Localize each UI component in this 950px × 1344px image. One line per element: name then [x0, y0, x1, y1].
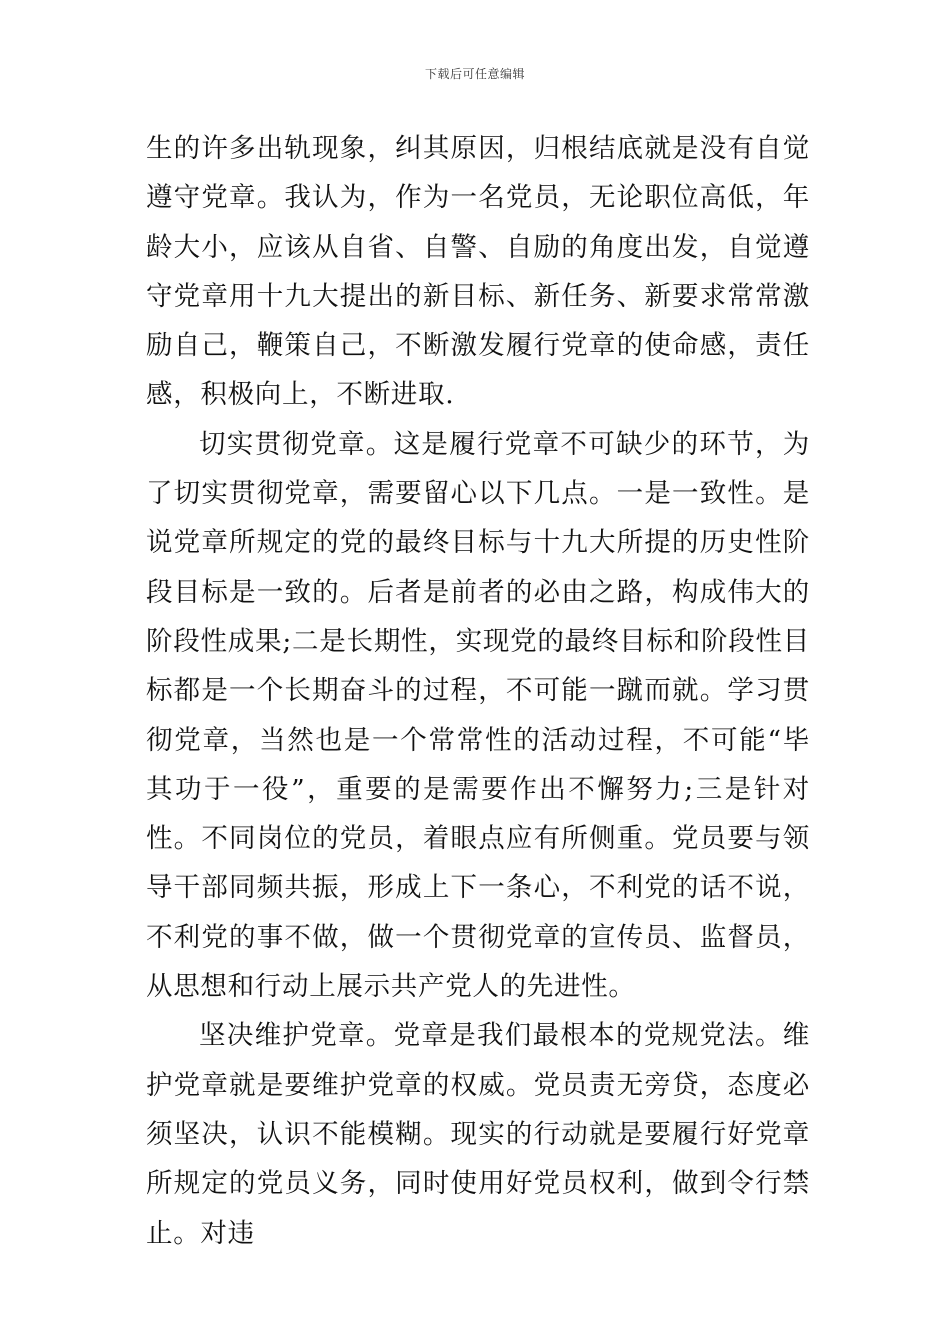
page-header-note: 下载后可任意编辑 — [424, 67, 525, 81]
document-body — [146, 124, 810, 1258]
paragraph-implement-charter: 切实贯彻党章。这是履行党章不可缺少的环节，为了切实贯彻党章，需要留心以下几点。一是一致性。是说党章所规定的党的最终目标与十九大所提的历史性阶段目标是一致的。后者是前者的必由之路，构成伟大的阶段性成果;二是长期性，实现党的最终目标和阶段性目标都是一个长期奋斗的过程，不可能一蹴而就。学习贯彻党章，当然也是一个常常性的活动过程，不可能“毕其功于一役”，重要的是需要作出不懈努力;三是针对性。不同岗位的党员，着眼点应有所侧重。党员要与领导干部同频共振，形成上下一条心，不利党的话不说，不利党的事不做，做一个贯彻党章的宣传员、监督员，从思想和行动上展示共产党人的先进性。 — [146, 428, 810, 1003]
paragraph-defend-charter: 坚决维护党章。党章是我们最根本的党规党法。维护党章就是要维护党章的权威。党员责无旁贷，态度必须坚决，认识不能模糊。现实的行动就是要履行好党章所规定的党员义务，同时使用好党员权利，做到令行禁止。对违 — [146, 1020, 810, 1249]
paragraph-continuation: 生的许多出轨现象，纠其原因，归根结底就是没有自觉遵守党章。我认为，作为一名党员，无论职位高低，年龄大小，应该从自省、自警、自励的角度出发，自觉遵守党章用十九大提出的新目标、新任务、新要求常常激励自己，鞭策自己，不断激发履行党章的使命感，责任感，积极向上，不断进取. — [146, 133, 810, 411]
